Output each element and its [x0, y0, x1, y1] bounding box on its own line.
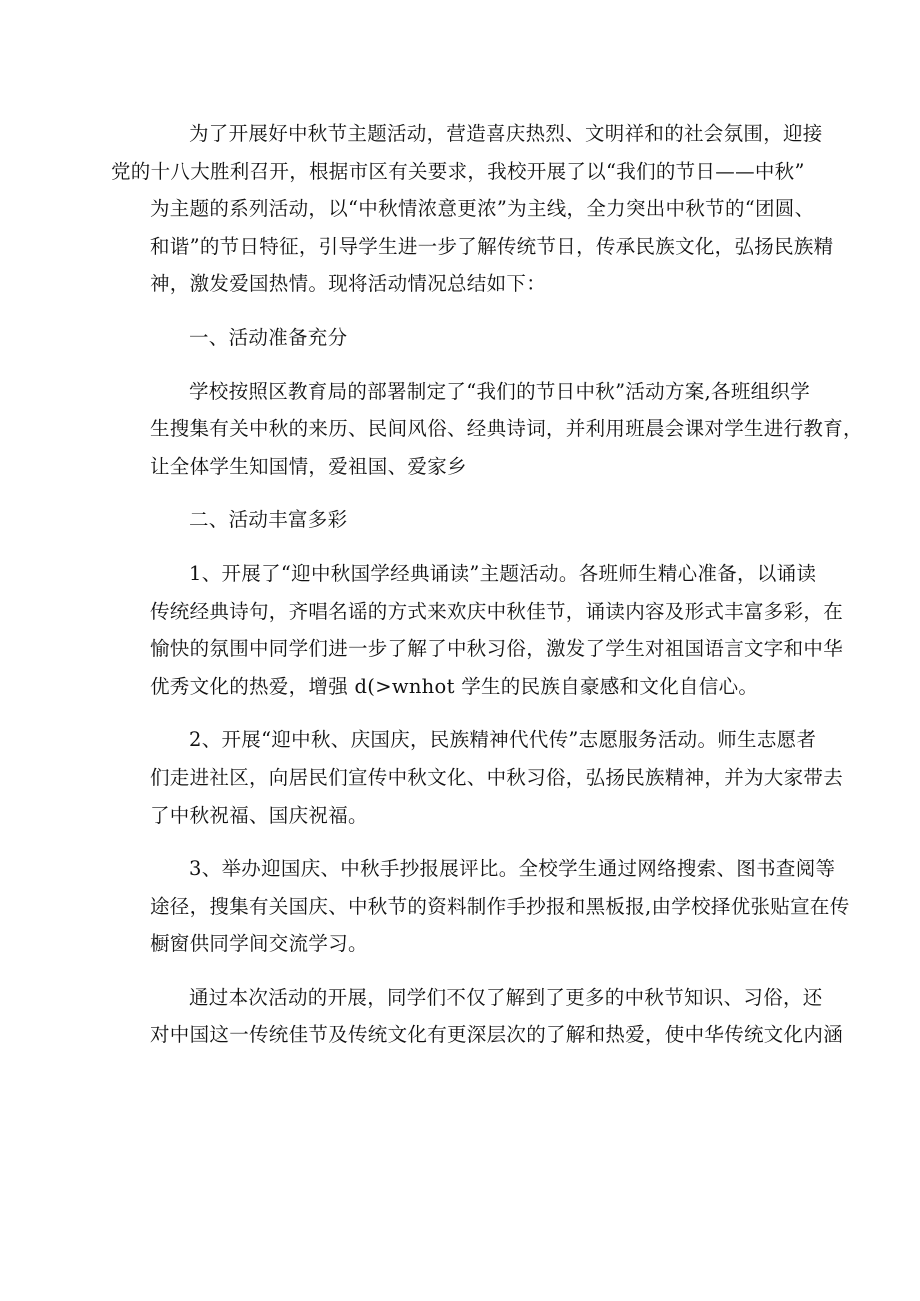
- section-heading-2: [150, 501, 790, 539]
- paragraph-activity-3: [150, 850, 850, 963]
- text-line: 们走进社区，向居民们宣传中秋文化、中秋习俗，弘扬民族精神，并为大家带去: [150, 765, 844, 789]
- section-heading-1: [150, 319, 790, 357]
- text-line: 2、开展“迎中秋、庆国庆，民族精神代代传”志愿服务活动。师生志愿者: [189, 728, 817, 752]
- text-line: 为了开展好中秋节主题活动，营造喜庆热烈、文明祥和的社会氛围，迎接: [189, 122, 823, 145]
- text-line: 对中国这一传统佳节及传统文化有更深层次的了解和热爱，使中华传统文化内涵: [150, 1023, 844, 1047]
- text-line: 和谐”的节日特征，引导学生进一步了解传统节日，传承民族文化，弘扬民族精: [150, 234, 834, 258]
- text-line: 途径，搜集有关国庆、中秋节的资料制作手抄报和黑板报,由学校择优张贴宣在传: [150, 894, 850, 918]
- text-line: 愉快的氛围中同学们进一步了解了中秋习俗，激发了学生对祖国语言文字和中华: [150, 637, 844, 661]
- paragraph-activity-2: [150, 721, 844, 834]
- text-line: 传统经典诗句，齐唱名谣的方式来欢庆中秋佳节，诵读内容及形式丰富多彩，在: [150, 599, 844, 623]
- text-line: 通过本次活动的开展，同学们不仅了解到了更多的中秋节知识、习俗，还: [189, 985, 823, 1009]
- text-line: 让全体学生知国情，爱祖国、爱家乡: [150, 454, 467, 478]
- text-line: 1、开展了“迎中秋国学经典诵读”主题活动。各班师生精心准备，以诵读: [189, 561, 817, 585]
- heading-text: 二、活动丰富多彩: [189, 508, 348, 532]
- text-line: 橱窗供同学间交流学习。: [150, 932, 368, 956]
- paragraph-conclusion: [150, 979, 844, 1054]
- text-line: 优秀文化的热爱，增强 d(>wnhot 学生的民族自豪感和文化自信心。: [150, 674, 759, 698]
- text-line: 党的十八大胜利召开，根据市区有关要求，我校开展了以“我们的节日——中秋”: [111, 159, 805, 183]
- text-line: 为主题的系列活动，以“中秋情浓意更浓”为主线，全力突出中秋节的“团圆、: [150, 197, 815, 221]
- text-line: 了中秋祝福、国庆祝福。: [150, 803, 368, 827]
- paragraph-preparation: [150, 373, 863, 486]
- text-line: 3、举办迎国庆、中秋手抄报展评比。全校学生通过网络搜索、图书查阅等: [189, 857, 836, 881]
- paragraph-intro: [111, 115, 834, 303]
- document-body: [111, 115, 863, 1054]
- paragraph-activity-1: [150, 555, 844, 705]
- text-line: 生搜集有关中秋的来历、民间风俗、经典诗词，并利用班晨会课对学生进行教育，: [150, 417, 863, 441]
- text-line: 学校按照区教育局的部署制定了“我们的节日中秋”活动方案,各班组织学: [189, 379, 811, 403]
- heading-text: 一、活动准备充分: [189, 325, 348, 349]
- text-line: 神，激发爱国热情。现将活动情况总结如下：: [150, 272, 547, 296]
